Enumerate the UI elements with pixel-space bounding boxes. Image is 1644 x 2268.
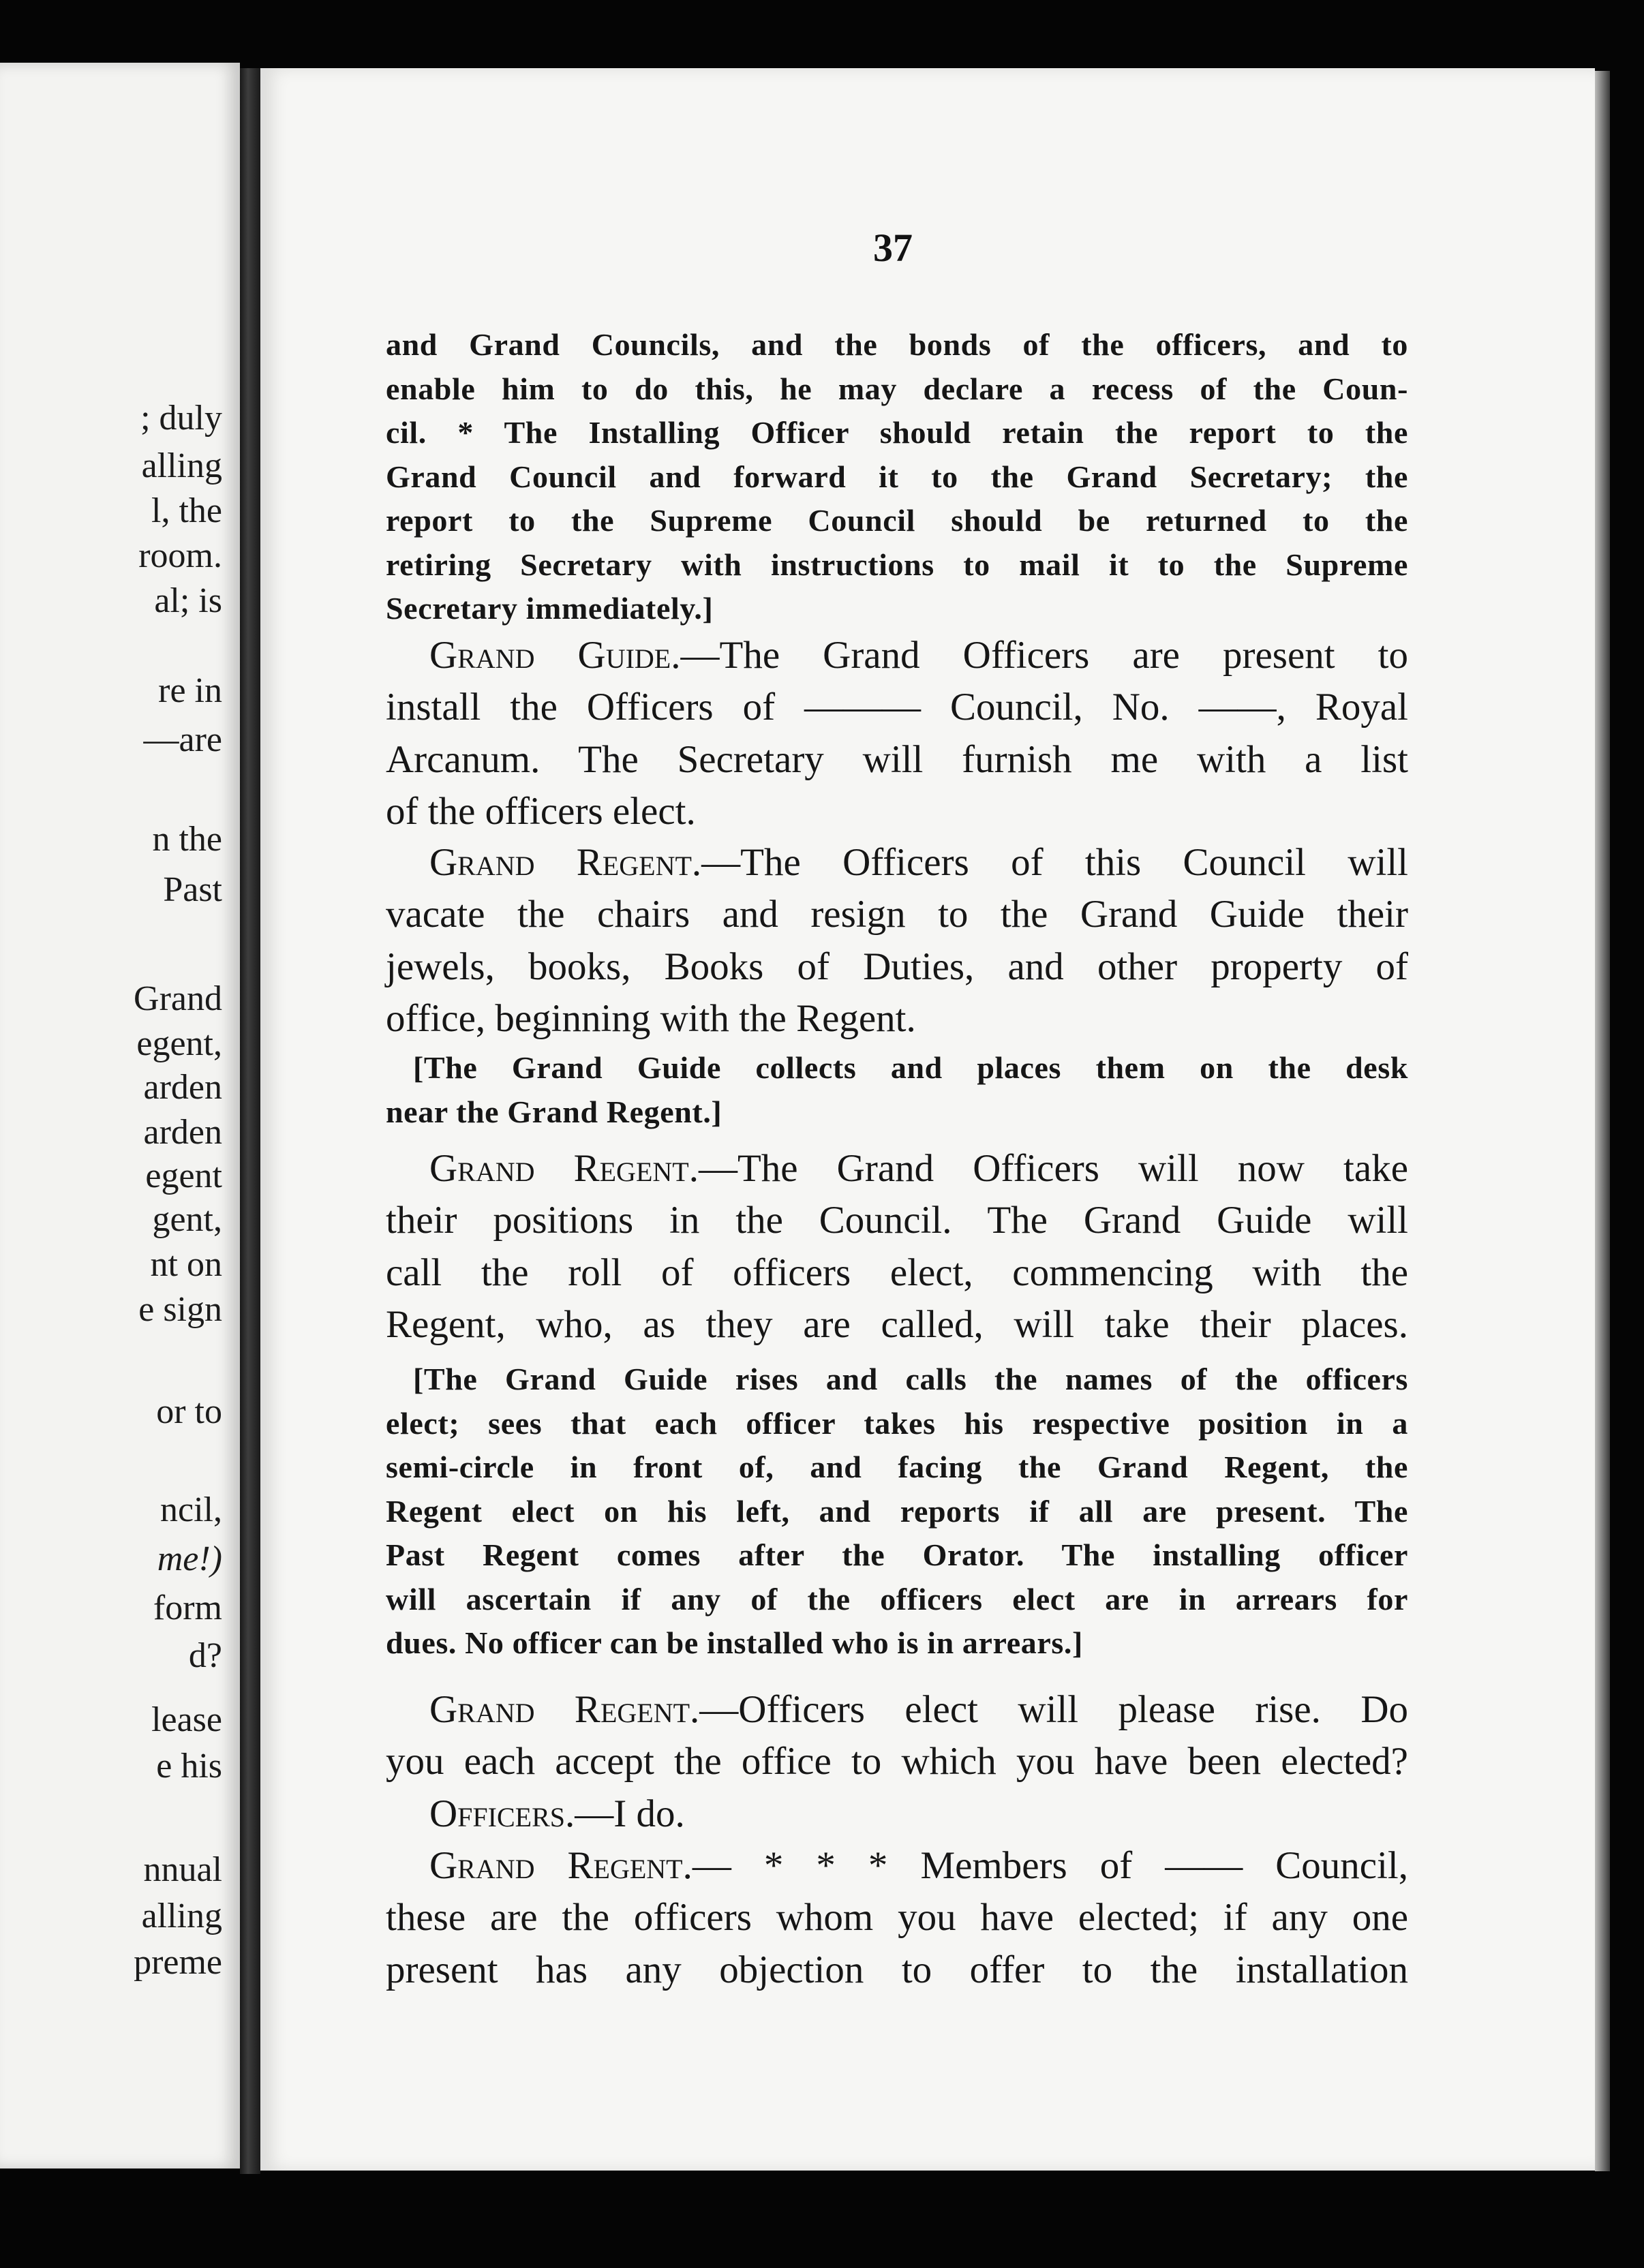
page-number: 37 (873, 226, 913, 270)
book-gutter (240, 68, 260, 2174)
text-line: their positions in the Council. The Grand Guide will (386, 1199, 1408, 1242)
text-line: elect; sees that each officer takes his respective position in a (386, 1405, 1408, 1441)
text-line: cil. * The Installing Officer should retain the report to the (386, 415, 1408, 450)
left-page-line: egent, (136, 1024, 222, 1063)
text-line: report to the Supreme Council should be returned to the (386, 503, 1408, 538)
left-page-line: Past (163, 870, 222, 909)
left-page-line: al; is (154, 581, 222, 620)
grand-regent-paragraph-3 (386, 1684, 1408, 1788)
left-page-line: egent (145, 1156, 222, 1195)
speaker-label: Grand Guide. (429, 634, 681, 677)
left-page-line: re in (158, 671, 222, 710)
left-page-line: n the (152, 820, 222, 859)
text-line: call the roll of officers elect, commencing with the (386, 1251, 1408, 1294)
left-page-line: nt on (150, 1245, 222, 1284)
text-line: [The Grand Guide collects and places them on the desk (413, 1050, 1408, 1085)
left-page-line: or to (156, 1392, 222, 1431)
officers-response (386, 1788, 1408, 1840)
left-page-line: arden (143, 1068, 222, 1107)
text-line: Grand Regent.— * * * Members of —— Council, (429, 1844, 1408, 1887)
text-line: Secretary immediately.] (386, 591, 714, 626)
text-line: present has any objection to offer to the installation (386, 1948, 1408, 1991)
left-page-line: preme (134, 1943, 222, 1982)
text-line: Grand Regent.—The Grand Officers will now take (429, 1147, 1408, 1190)
left-page-line: d? (188, 1636, 222, 1675)
text-line: retiring Secretary with instructions to mail it to the Supreme (386, 547, 1408, 582)
left-page-line: e his (156, 1747, 222, 1786)
left-page-line: arden (143, 1113, 222, 1152)
text-line: Officers.—I do. (429, 1792, 685, 1835)
left-page-line: e sign (138, 1290, 222, 1329)
text-line: you each accept the office to which you have been elected? (386, 1740, 1408, 1783)
text-line: install the Officers of ——— Council, No. ——, Royal (386, 686, 1408, 729)
speaker-label: Grand Regent. (429, 841, 702, 884)
text-line: of the officers elect. (386, 789, 696, 833)
text-line: Arcanum. The Secretary will furnish me with a list (386, 737, 1408, 781)
text-line: Past Regent comes after the Orator. The installing officer (386, 1537, 1408, 1572)
left-page-line: nnual (143, 1850, 222, 1889)
left-page-line: room. (138, 536, 222, 575)
previous-page-fragment (0, 63, 240, 2169)
text-line: Grand Council and forward it to the Grand Secretary; the (386, 459, 1408, 494)
text-line: Regent elect on his left, and reports if all are present. The (386, 1493, 1408, 1529)
speaker-label: Officers. (429, 1792, 575, 1835)
text-line: will ascertain if any of the officers elect are in arrears for (386, 1581, 1408, 1616)
left-page-line: l, the (151, 491, 222, 530)
left-page-line: alling (141, 446, 222, 485)
left-page-line: me!) (157, 1539, 222, 1578)
left-page-line: form (153, 1589, 222, 1627)
speaker-label: Grand Regent. (429, 1147, 699, 1190)
left-page-line: —are (143, 720, 222, 759)
grand-regent-paragraph-2 (386, 1143, 1408, 1351)
text-line: Regent, who, as they are called, will take their places. (386, 1302, 1408, 1346)
text-line: Grand Regent.—The Officers of this Council will (429, 841, 1408, 884)
left-page-line: Grand (134, 979, 222, 1018)
text-line: dues. No officer can be installed who is in arrears.] (386, 1625, 1083, 1660)
instruction-paragraph-1 (386, 323, 1408, 631)
text-line: [The Grand Guide rises and calls the names of the officers (413, 1362, 1408, 1396)
speaker-label: Grand Regent. (429, 1844, 692, 1887)
text-line: jewels, books, Books of Duties, and other property of (386, 945, 1408, 988)
grand-regent-paragraph-1 (386, 837, 1408, 1045)
text-line: Grand Regent.—Officers elect will please rise. Do (429, 1688, 1408, 1731)
text-line: office, beginning with the Regent. (386, 996, 916, 1040)
left-page-line: lease (151, 1700, 222, 1739)
grand-guide-paragraph (386, 630, 1408, 838)
instruction-paragraph-2 (386, 1046, 1408, 1134)
grand-regent-paragraph-4 (386, 1840, 1408, 1996)
text-line: near the Grand Regent.] (386, 1094, 722, 1129)
left-page-line: ; duly (140, 399, 222, 438)
left-page-line: alling (141, 1897, 222, 1935)
text-line: vacate the chairs and resign to the Grand Guide their (386, 893, 1408, 936)
left-page-line: ncil, (160, 1490, 222, 1529)
left-page-line: gent, (152, 1200, 222, 1239)
speaker-label: Grand Regent. (429, 1688, 700, 1731)
instruction-paragraph-3 (386, 1358, 1408, 1666)
text-line: and Grand Councils, and the bonds of the officers, and to (386, 327, 1408, 362)
text-line: semi-circle in front of, and facing the Grand Regent, the (386, 1450, 1408, 1484)
text-line: Grand Guide.—The Grand Officers are present to (429, 634, 1408, 677)
text-line: these are the officers whom you have elected; if any one (386, 1896, 1408, 1940)
page-edge (1595, 71, 1610, 2171)
text-line: enable him to do this, he may declare a recess of the Coun- (386, 371, 1408, 406)
